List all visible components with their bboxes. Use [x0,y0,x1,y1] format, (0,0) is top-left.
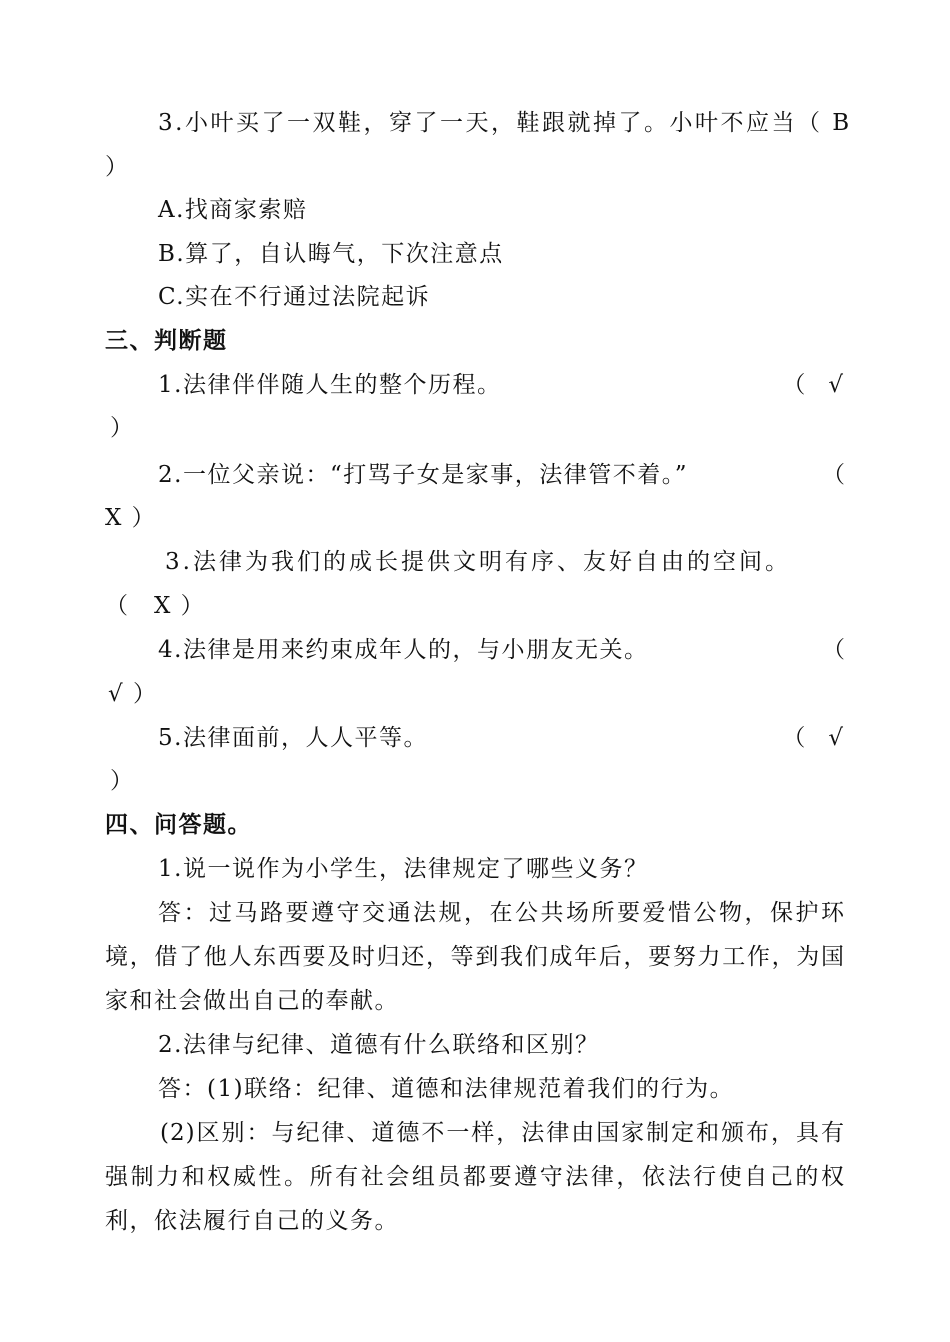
tf4-continuation: √ ） [108,681,158,707]
qa2-answer-line-2: (2)区别：与纪律、道德不一样，法律由国家制定和颁布，具有 [160,1120,845,1146]
q3-continuation: ） [105,154,130,180]
tf1-continuation: ） [110,415,135,441]
tf2-text: 2.一位父亲说：“打骂子女是家事，法律管不着。” [158,462,688,488]
qa1-question: 1.说一说作为小学生，法律规定了哪些义务？ [158,856,649,882]
qa2-question: 2.法律与纪律、道德有什么联络和区别？ [158,1032,600,1058]
section3-title: 三、判断题 [105,328,228,354]
qa2-answer-line-4: 利，依法履行自己的义务。 [105,1208,399,1234]
tf2-continuation: X ） [105,505,157,531]
tf2-mark: （ [822,462,845,488]
q3-option-b: B.算了，自认晦气，下次注意点 [158,241,504,267]
tf3-continuation: （ X ） [105,593,206,619]
tf1-text: 1.法律伴伴随人生的整个历程。 [158,372,502,398]
qa2-answer-line-3: 强制力和权威性。所有社会组员都要遵守法律，依法行使自己的权 [105,1164,845,1190]
q3-text: 3.小叶买了一双鞋，穿了一天，鞋跟就掉了。小叶不应当（ B [158,110,852,136]
qa1-answer-line-3: 家和社会做出自己的奉献。 [105,988,399,1014]
qa1-answer-line-2: 境，借了他人东西要及时归还，等到我们成年后，要努力工作，为国 [105,944,845,970]
q3-option-a: A.找商家索赔 [158,197,308,223]
tf5-text: 5.法律面前，人人平等。 [158,725,428,751]
tf4-text: 4.法律是用来约束成年人的，与小朋友无关。 [158,637,649,663]
q3-option-c: C.实在不行通过法院起诉 [158,284,431,310]
qa1-answer-line-1: 答：过马路要遵守交通法规，在公共场所要爱惜公物，保护环 [158,900,845,926]
tf3-text: 3.法律为我们的成长提供文明有序、友好自由的空间。 [165,549,791,575]
tf5-mark: （ √ [782,725,843,751]
tf4-mark: （ [822,637,845,663]
qa2-answer-line-1: 答：(1)联络：纪律、道德和法律规范着我们的行为。 [158,1076,735,1102]
tf5-continuation: ） [110,768,135,794]
section4-title: 四、问答题。 [105,812,252,838]
tf1-mark: （ √ [782,372,843,398]
